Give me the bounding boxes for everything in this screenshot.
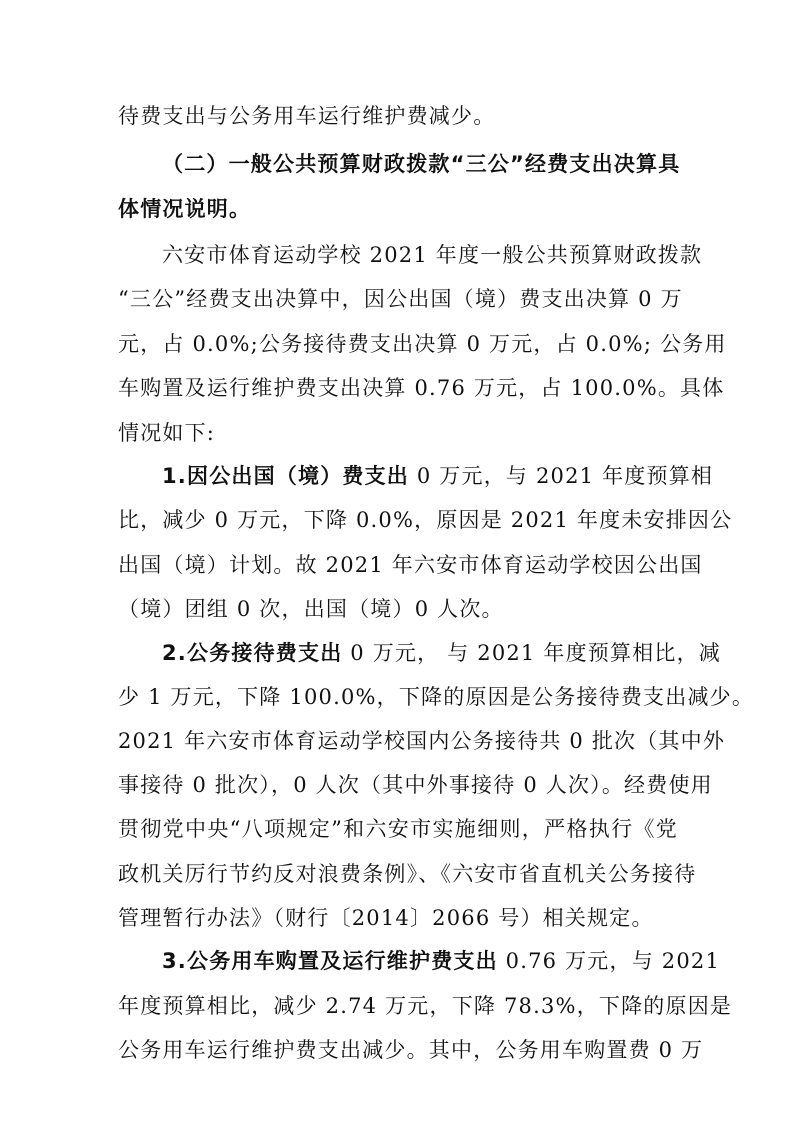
item-1-line-1: [162, 461, 714, 491]
item-3-line-2: 年度预算相比，减少 2.74 万元，下降 78.3%，下降的原因是: [118, 994, 733, 1018]
item-2-line-2: 少 1 万元，下降 100.0%，下降的原因是公务接待费支出减少。: [118, 685, 755, 709]
summary-paragraph-line-1: 六安市体育运动学校 2021 年度一般公共预算财政拨款: [162, 243, 703, 267]
item-1-line-3: 出国（境）计划。故 2021 年六安市体育运动学校因公出国: [118, 553, 703, 577]
item-1-line-2: 比，减少 0 万元，下降 0.0%，原因是 2021 年度未安排因公: [118, 508, 733, 532]
item-2-text: 0 万元， 与 2021 年度预算相比，减: [342, 641, 721, 665]
item-2-line-4: 事接待 0 批次），0 人次（其中外事接待 0 人次）。经费使用: [118, 773, 713, 797]
item-1-title: 1.因公出国（境）费支出: [162, 464, 409, 488]
item-2-line-7: 管理暂行办法》（财行〔2014〕2066 号）相关规定。: [118, 906, 654, 930]
item-2-title: 2.公务接待费支出: [162, 641, 343, 665]
item-3-title: 3.公务用车购置及运行维护费支出: [162, 949, 498, 973]
item-1-line-4: （境）团组 0 次，出国（境）0 人次。: [118, 597, 504, 621]
summary-paragraph-line-3: 元，占 0.0%;公务接待费支出决算 0 万元，占 0.0%; 公务用: [118, 332, 727, 356]
summary-paragraph-line-4: 车购置及运行维护费支出决算 0.76 万元，占 100.0%。具体: [118, 376, 725, 400]
item-2-line-3: 2021 年六安市体育运动学校国内公务接待共 0 批次（其中外: [118, 729, 726, 753]
item-2-line-6: 政机关厉行节约反对浪费条例》、《六安市省直机关公务接待: [118, 862, 697, 886]
item-2-line-5: 贯彻党中央“八项规定”和六安市实施细则，严格执行《党: [118, 817, 678, 841]
item-3-line-1: [162, 946, 721, 976]
paragraph-continuation-line: 待费支出与公务用车运行维护费减少。: [118, 104, 496, 128]
item-2-line-1: [162, 638, 721, 668]
item-1-text: 0 万元，与 2021 年度预算相: [409, 464, 714, 488]
section-heading-line-2: 体情况说明。: [118, 197, 252, 221]
summary-paragraph-line-5: 情况如下:: [118, 421, 216, 445]
section-heading-line-1: （二）一般公共预算财政拨款“三公”经费支出决算具: [162, 152, 681, 176]
item-3-text: 0.76 万元，与 2021: [497, 949, 721, 973]
item-3-line-3: 公务用车运行维护费支出减少。其中，公务用车购置费 0 万: [118, 1038, 704, 1062]
summary-paragraph-line-2: “三公”经费支出决算中，因公出国（境）费支出决算 0 万: [118, 287, 683, 311]
